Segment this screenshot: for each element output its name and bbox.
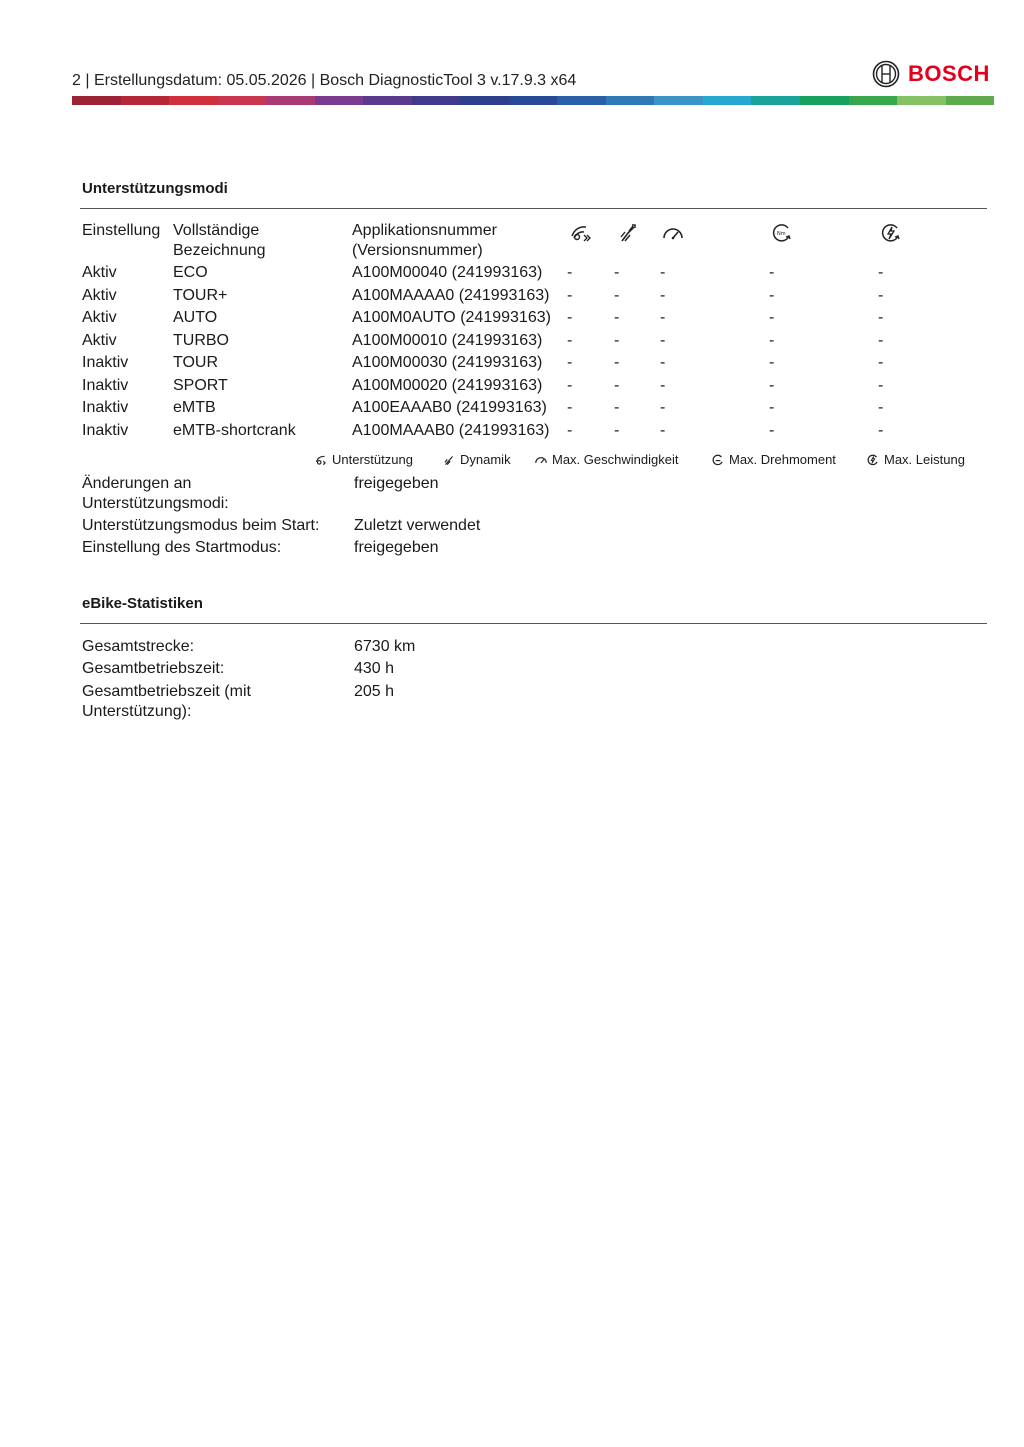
speedometer-icon [661,221,685,245]
dynamic-icon [616,221,640,245]
support-icon [568,221,592,245]
table-cell-value: - [769,421,775,439]
table-cell-value: - [660,399,666,416]
table-cell-value: - [614,354,620,371]
divider [80,623,987,624]
table-cell-value: - [567,331,573,349]
table-cell-value: - [567,376,573,394]
stripe-segment [363,96,412,105]
table-cell-value: - [614,376,620,394]
info-value: Zuletzt verwendet [354,517,481,534]
table-cell-value: - [660,309,666,326]
legend-max-speed: Max. Geschwindigkeit [534,452,678,467]
stripe-segment [800,96,849,105]
legend-dynamic: Dynamik [442,452,511,467]
table-cell-value: - [878,286,884,304]
table-cell-name: TOUR+ [173,286,228,304]
legend-support: Unterstützung [314,452,413,467]
brand-name: BOSCH [908,61,990,86]
stripe-segment [509,96,558,105]
table-cell-setting: Aktiv [82,264,117,281]
table-cell-value: - [567,399,573,416]
table-cell-value: - [769,331,775,349]
info-label: Unterstützungsmodus beim Start: [82,517,320,534]
power-icon [866,453,880,467]
table-cell-value: - [769,354,775,371]
table-cell-value: - [614,286,620,304]
legend-max-torque: Max. Drehmoment [711,452,836,467]
table-cell-value: - [878,354,884,371]
stripe-segment [946,96,995,105]
table-cell-value: - [769,376,775,394]
stripe-segment [121,96,170,105]
section-title-stats: eBike-Statistiken [82,595,203,612]
table-cell-value: - [660,264,666,281]
table-cell-value: - [769,399,775,416]
table-cell-name: SPORT [173,376,228,394]
table-cell-app-number: A100M00040 (241993163) [352,264,543,281]
table-cell-value: - [567,286,573,304]
table-cell-value: - [769,286,775,304]
table-cell-value: - [878,421,884,439]
table-cell-value: - [660,354,666,371]
table-cell-value: - [567,264,573,281]
speedometer-icon [534,453,548,467]
table-cell-setting: Aktiv [82,309,117,326]
table-cell-value: - [660,331,666,349]
stripe-segment [606,96,655,105]
table-cell-app-number: A100M0AUTO (241993163) [352,309,551,326]
table-cell-name: ECO [173,264,208,281]
info-label: Änderungen an Unterstützungsmodi: [82,475,229,512]
support-icon [314,453,328,467]
stat-label: Gesamtstrecke: [82,638,195,655]
legend-max-power: Max. Leistung [866,452,965,467]
stat-value: 205 h [354,683,395,700]
stripe-segment [897,96,946,105]
stripe-segment [703,96,752,105]
table-cell-name: TOUR [173,354,219,371]
table-cell-value: - [878,264,884,281]
stripe-segment [849,96,898,105]
stripe-segment [460,96,509,105]
section-title-modes: Unterstützungsmodi [82,180,228,197]
table-cell-app-number: A100EAAAB0 (241993163) [352,399,547,416]
bosch-armature-icon [872,60,900,88]
table-cell-app-number: A100MAAAA0 (241993163) [352,286,550,304]
table-cell-app-number: A100M00010 (241993163) [352,331,543,349]
torque-icon [711,453,725,467]
table-cell-value: - [614,421,620,439]
table-cell-value: - [567,421,573,439]
table-cell-name: eMTB-shortcrank [173,421,296,439]
table-cell-name: AUTO [173,309,218,326]
stripe-segment [315,96,364,105]
stripe-segment [557,96,606,105]
table-cell-value: - [567,354,573,371]
stripe-segment [654,96,703,105]
table-cell-value: - [660,421,666,439]
column-header-name: Vollständige Bezeichnung [173,222,266,259]
table-cell-setting: Inaktiv [82,354,129,371]
table-cell-app-number: A100MAAAB0 (241993163) [352,421,550,439]
column-header-app-number: Applikationsnummer (Versionsnummer) [352,222,497,259]
table-cell-value: - [567,309,573,326]
table-cell-value: - [614,264,620,281]
stat-label: Gesamtbetriebszeit (mit Unterstützung): [82,683,251,720]
torque-icon [770,221,794,245]
table-cell-value: - [769,309,775,326]
table-cell-value: - [660,286,666,304]
table-cell-value: - [614,399,620,416]
table-cell-value: - [878,331,884,349]
bosch-logo [872,60,990,88]
table-cell-setting: Inaktiv [82,399,129,416]
table-cell-setting: Aktiv [82,331,117,349]
table-cell-name: TURBO [173,331,229,349]
svg-text:Nm: Nm [777,231,786,237]
table-cell-value: - [878,376,884,394]
info-value: freigegeben [354,539,439,556]
table-cell-value: - [660,376,666,394]
stripe-segment [751,96,800,105]
color-stripe [72,96,994,105]
stripe-segment [169,96,218,105]
table-cell-setting: Aktiv [82,286,117,304]
column-header-setting: Einstellung [82,222,161,239]
stat-value: 6730 km [354,638,416,655]
table-cell-app-number: A100M00020 (241993163) [352,376,543,394]
stripe-segment [72,96,121,105]
table-cell-value: - [614,309,620,326]
table-cell-value: - [878,399,884,416]
stripe-segment [266,96,315,105]
table-cell-app-number: A100M00030 (241993163) [352,354,543,371]
stripe-segment [412,96,461,105]
table-cell-setting: Inaktiv [82,421,129,439]
stat-label: Gesamtbetriebszeit: [82,660,225,677]
page-header: 2 | Erstellungsdatum: 05.05.2026 | Bosch DiagnosticTool 3 v.17.9.3 x64 [72,72,577,89]
info-label: Einstellung des Startmodus: [82,539,282,556]
table-cell-value: - [769,264,775,281]
dynamic-icon [442,453,456,467]
stripe-segment [218,96,267,105]
table-cell-name: eMTB [173,399,216,416]
table-cell-value: - [878,309,884,326]
info-value: freigegeben [354,475,439,492]
divider [80,208,987,209]
stat-value: 430 h [354,660,395,677]
power-icon [879,221,903,245]
table-cell-value: - [614,331,620,349]
table-cell-setting: Inaktiv [82,376,129,394]
